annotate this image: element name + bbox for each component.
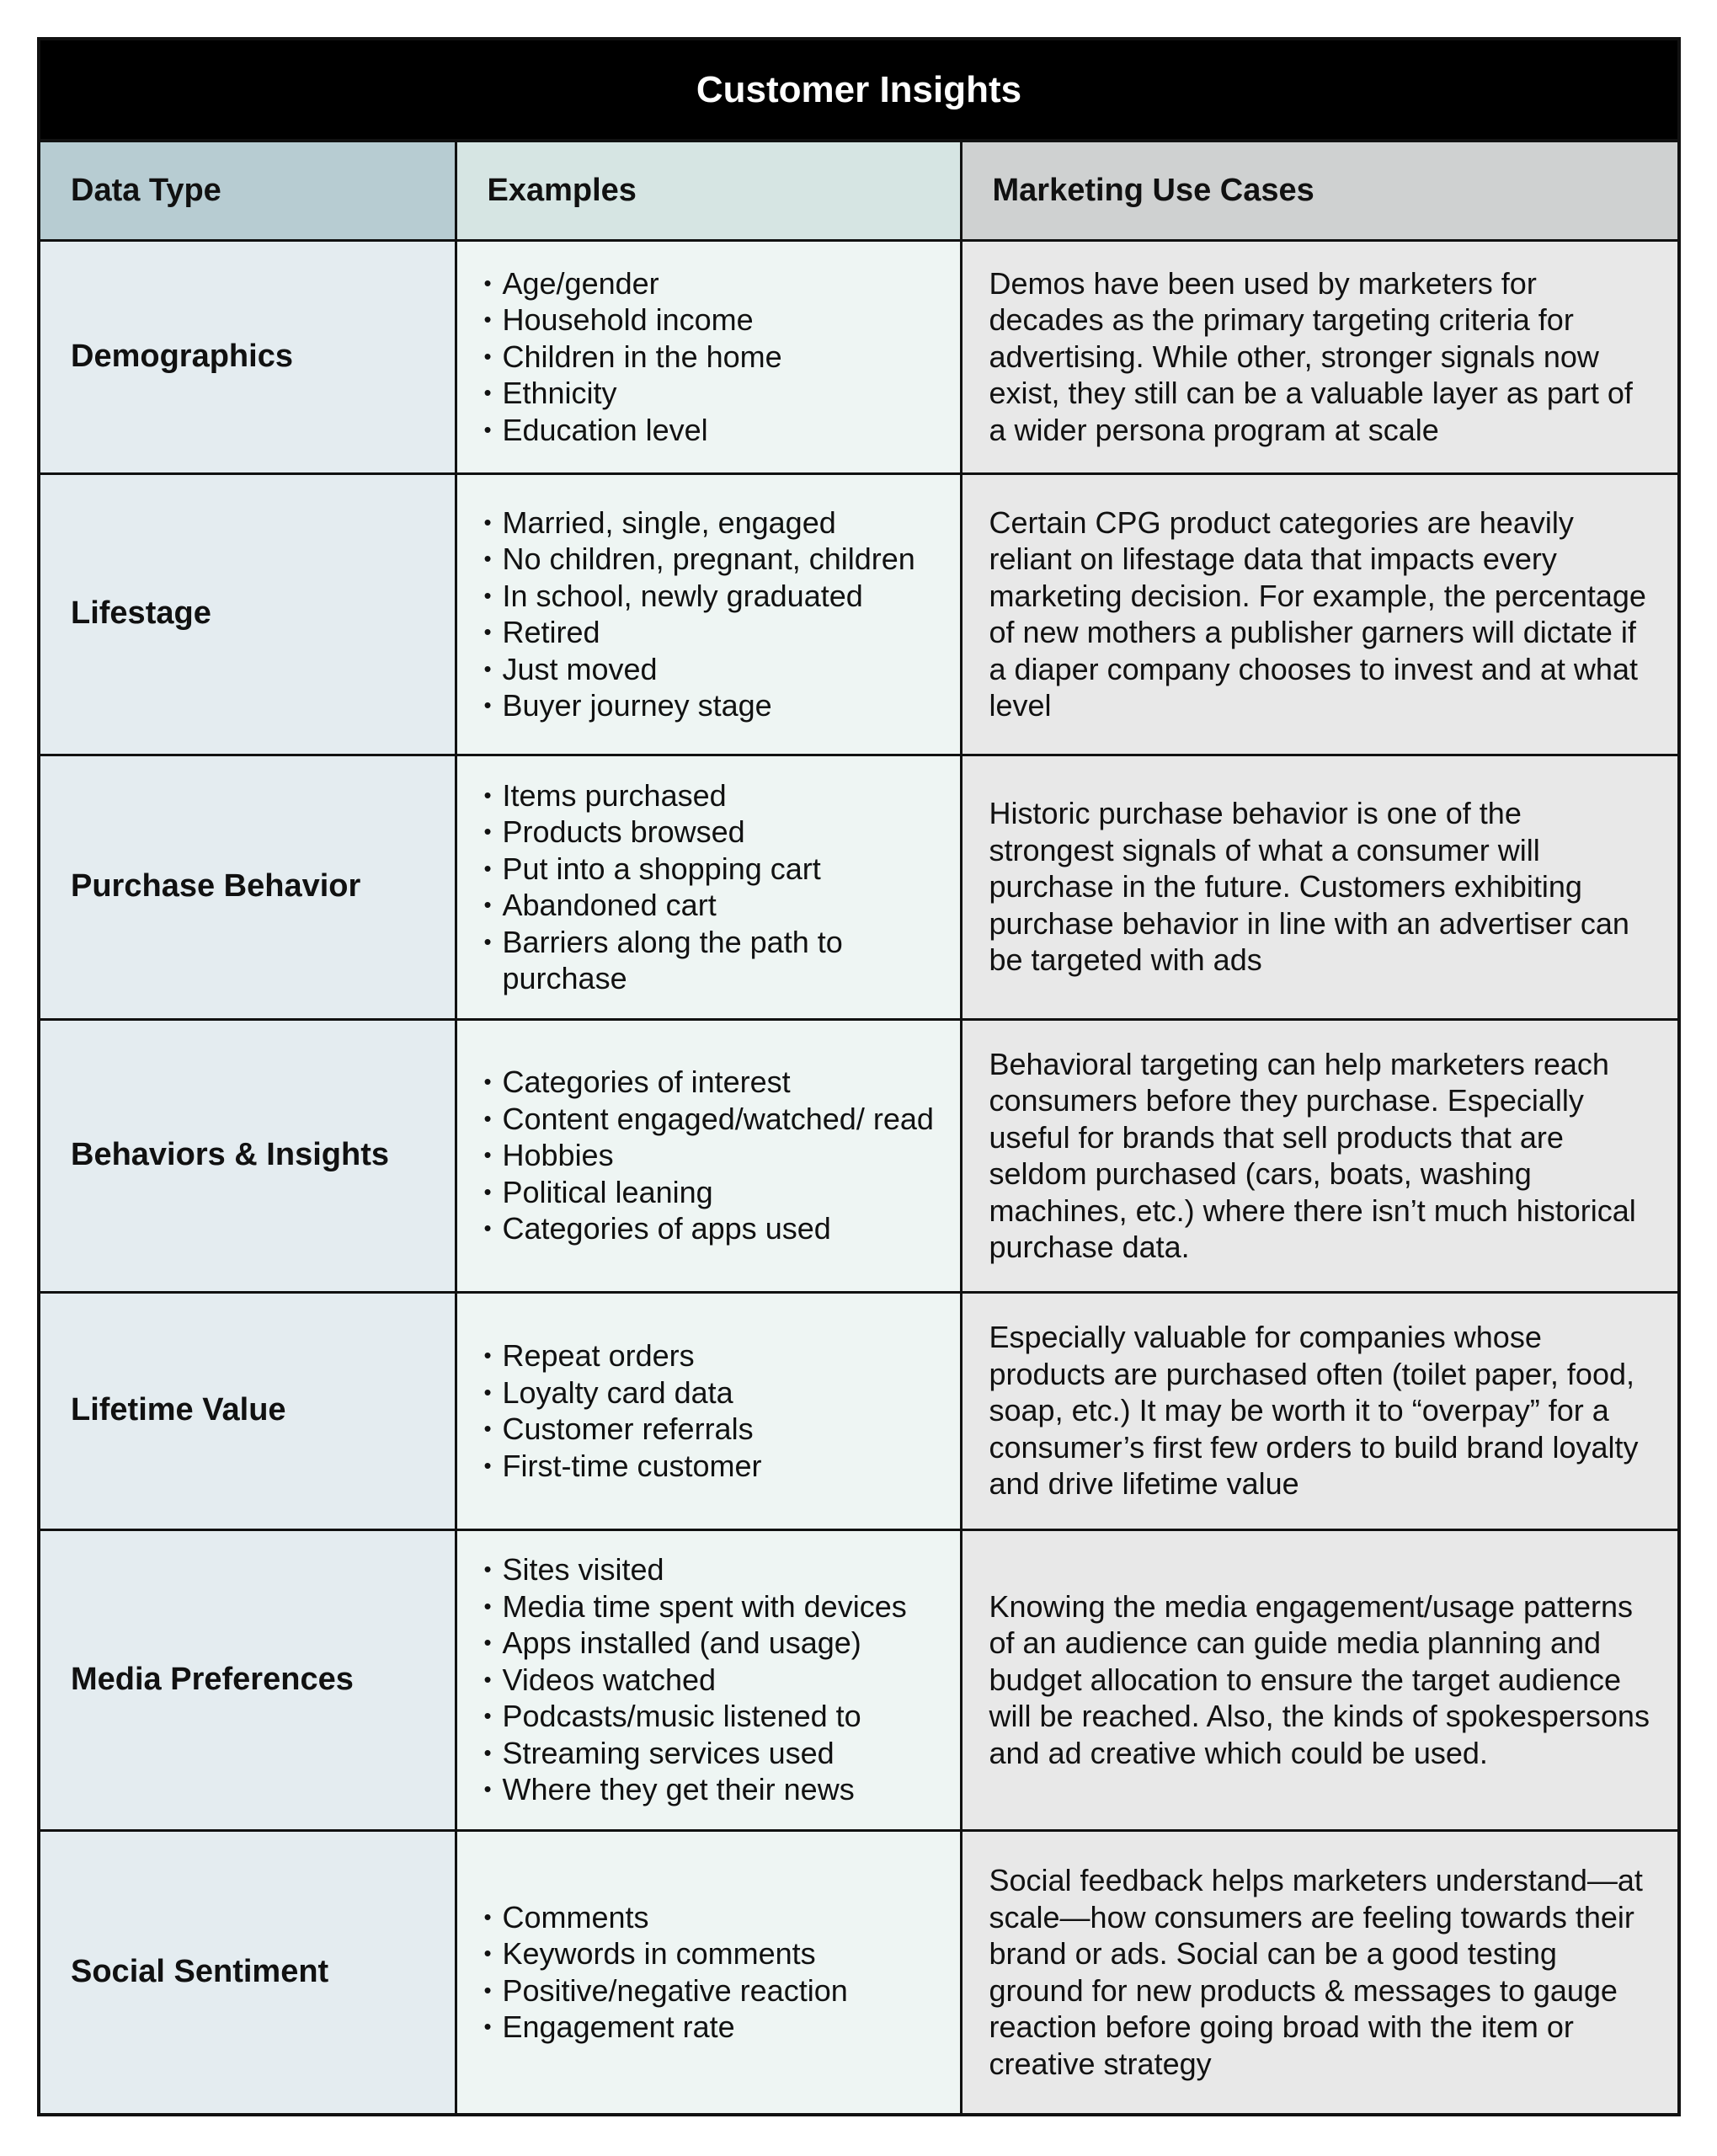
use-case-cell: Certain CPG product categories are heavily reliant on lifestage data that impacts every marketing decision. For example, the percentage of new mothers a publisher garners will dictate if a diaper company chooses to invest and at what level — [961, 473, 1677, 755]
example-item: • Comments — [483, 1899, 946, 1936]
examples-cell — [456, 1019, 961, 1292]
examples-list — [483, 1337, 946, 1484]
example-item: • Podcasts/music listened to — [483, 1698, 946, 1735]
example-item: • Streaming services used — [483, 1735, 946, 1772]
example-item: • Children in the home — [483, 339, 946, 376]
example-item: • Keywords in comments — [483, 1935, 946, 1972]
examples-cell — [456, 473, 961, 755]
example-item: • Products browsed — [483, 814, 946, 851]
example-item: • Apps installed (and usage) — [483, 1625, 946, 1662]
use-case-cell: Demos have been used by marketers for decades as the primary targeting criteria for advertising. While other, stronger signals now exist, they still can be a valuable layer as part of a wider persona program at scale — [961, 240, 1677, 473]
table-row — [40, 1529, 1677, 1830]
examples-cell — [456, 1529, 961, 1830]
example-item: • Just moved — [483, 651, 946, 688]
example-item: • Education level — [483, 412, 946, 449]
example-item: • Where they get their news — [483, 1771, 946, 1808]
example-item: • Engagement rate — [483, 2009, 946, 2046]
example-item: • Media time spent with devices — [483, 1588, 946, 1625]
table-row — [40, 473, 1677, 755]
example-item: • Age/gender — [483, 265, 946, 302]
examples-list — [483, 777, 946, 997]
use-case-cell: Knowing the media engagement/usage patterns of an audience can guide media planning and budget allocation to ensure the target audience will be reached. Also, the kinds of spokespersons and ad creative which could be used. — [961, 1529, 1677, 1830]
example-item: • Household income — [483, 302, 946, 339]
header-examples: Examples — [456, 142, 961, 240]
examples-cell — [456, 240, 961, 473]
use-case-cell: Historic purchase behavior is one of the strongest signals of what a consumer will purchase in the future. Customers exhibiting purchase behavior in line with an advertiser can be targeted with ads — [961, 755, 1677, 1019]
data-type-cell: Purchase Behavior — [40, 755, 456, 1019]
customer-insights-table — [37, 37, 1681, 2116]
example-item: • Married, single, engaged — [483, 504, 946, 542]
use-case-cell: Behavioral targeting can help marketers reach consumers before they purchase. Especially useful for brands that sell products that are seldom purchased (cars, boats, washing machines, etc.) where there isn’t much historical purchase data. — [961, 1019, 1677, 1292]
data-type-cell: Demographics — [40, 240, 456, 473]
table-title: Customer Insights — [40, 40, 1677, 142]
examples-list — [483, 504, 946, 724]
example-item: • Ethnicity — [483, 375, 946, 412]
examples-list — [483, 265, 946, 449]
data-type-cell: Media Preferences — [40, 1529, 456, 1830]
examples-list — [483, 1551, 946, 1808]
examples-cell — [456, 1292, 961, 1529]
examples-list — [483, 1064, 946, 1247]
example-item: • Sites visited — [483, 1551, 946, 1588]
example-item: • Positive/negative reaction — [483, 1972, 946, 2009]
header-data-type: Data Type — [40, 142, 456, 240]
example-item: • Categories of interest — [483, 1064, 946, 1101]
data-type-cell: Behaviors & Insights — [40, 1019, 456, 1292]
example-item: • Barriers along the path to purchase — [483, 924, 946, 997]
examples-cell — [456, 755, 961, 1019]
table-row — [40, 240, 1677, 473]
table-row — [40, 755, 1677, 1019]
example-item: • Buyer journey stage — [483, 687, 946, 724]
data-type-cell: Lifestage — [40, 473, 456, 755]
examples-list — [483, 1899, 946, 2046]
example-item: • No children, pregnant, children — [483, 541, 946, 578]
examples-cell — [456, 1830, 961, 2113]
table-row — [40, 1292, 1677, 1529]
data-type-cell: Lifetime Value — [40, 1292, 456, 1529]
example-item: • Items purchased — [483, 777, 946, 814]
header-row — [40, 142, 1677, 240]
insights-grid — [40, 142, 1677, 2113]
example-item: • In school, newly graduated — [483, 578, 946, 615]
header-marketing-use-cases: Marketing Use Cases — [961, 142, 1677, 240]
table-row — [40, 1830, 1677, 2113]
use-case-cell: Especially valuable for companies whose products are purchased often (toilet paper, food, soap, etc.) It may be worth it to “overpay” for a consumer’s first few orders to build brand loyalty and drive lifetime value — [961, 1292, 1677, 1529]
example-item: • Content engaged/watched/ read — [483, 1101, 946, 1138]
example-item: • Political leaning — [483, 1174, 946, 1211]
data-type-cell: Social Sentiment — [40, 1830, 456, 2113]
table-body — [40, 240, 1677, 2113]
example-item: • Hobbies — [483, 1137, 946, 1174]
example-item: • Retired — [483, 614, 946, 651]
example-item: • Repeat orders — [483, 1337, 946, 1374]
example-item: • Loyalty card data — [483, 1374, 946, 1412]
example-item: • First-time customer — [483, 1448, 946, 1485]
example-item: • Categories of apps used — [483, 1210, 946, 1247]
example-item: • Customer referrals — [483, 1411, 946, 1448]
example-item: • Abandoned cart — [483, 887, 946, 924]
example-item: • Videos watched — [483, 1662, 946, 1699]
use-case-cell: Social feedback helps marketers understand—at scale—how consumers are feeling towards their brand or ads. Social can be a good testing ground for new products & messages to gauge reaction before going broad with the item or creative strategy — [961, 1830, 1677, 2113]
table-row — [40, 1019, 1677, 1292]
example-item: • Put into a shopping cart — [483, 851, 946, 888]
